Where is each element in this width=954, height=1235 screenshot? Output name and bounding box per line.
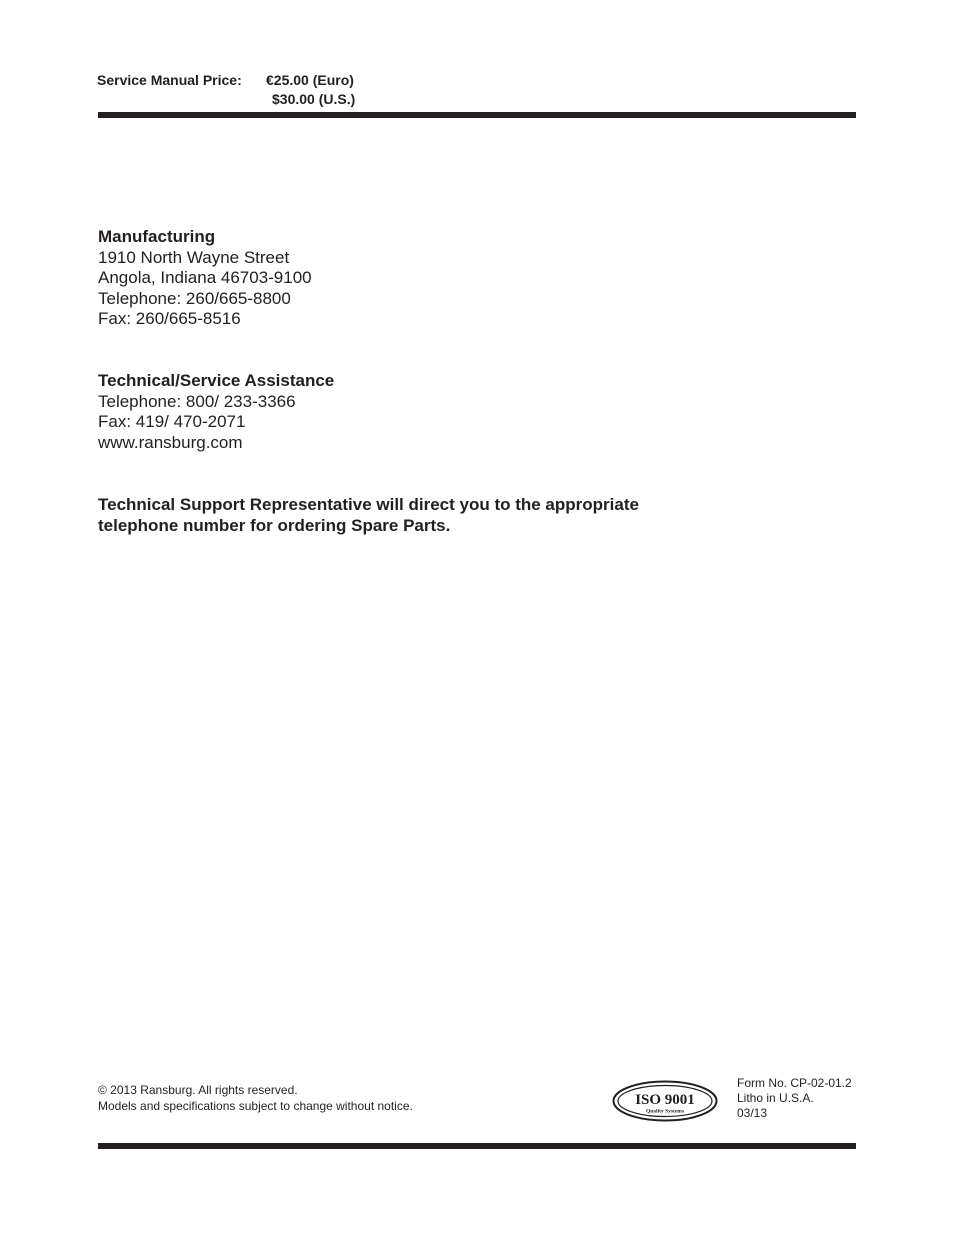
support-note-line2: telephone number for ordering Spare Parts. [98,515,451,535]
support-note-line1: Technical Support Representative will direct you to the appropriate [98,495,639,514]
manufacturing-heading: Manufacturing [98,227,216,246]
copyright-text: © 2013 Ransburg. All rights reserved. [98,1083,298,1097]
manufacturing-city: Angola, Indiana 46703-9100 [98,268,312,288]
form-info [737,1076,852,1121]
technical-website: www.ransburg.com [98,432,243,452]
disclaimer-text: Models and specifications subject to change without notice. [98,1098,413,1113]
manufacturing-street: 1910 North Wayne Street [98,247,290,267]
iso-logo-title: ISO 9001 [635,1092,695,1108]
manufacturing-telephone: Telephone: 260/665-8800 [98,288,291,308]
technical-heading: Technical/Service Assistance [98,371,335,390]
form-date: 03/13 [737,1106,768,1120]
price-label: Service Manual Price: [97,72,242,88]
support-note [98,495,639,536]
top-rule [98,112,856,118]
iso-logo-subtitle: Quality Systems [645,1108,685,1115]
technical-block [98,371,334,453]
technical-telephone: Telephone: 800/ 233-3366 [98,391,296,411]
form-number: Form No. CP-02-01.2 [737,1076,852,1090]
price-euro: €25.00 (Euro) [266,72,354,88]
bottom-rule [98,1143,856,1149]
manufacturing-fax: Fax: 260/665-8516 [98,309,241,329]
iso-9001-logo [612,1080,718,1122]
price-us: $30.00 (U.S.) [272,91,356,107]
litho-text: Litho in U.S.A. [737,1091,814,1105]
manufacturing-block [98,227,312,330]
technical-fax: Fax: 419/ 470-2071 [98,412,246,432]
footer-legal [98,1083,413,1114]
